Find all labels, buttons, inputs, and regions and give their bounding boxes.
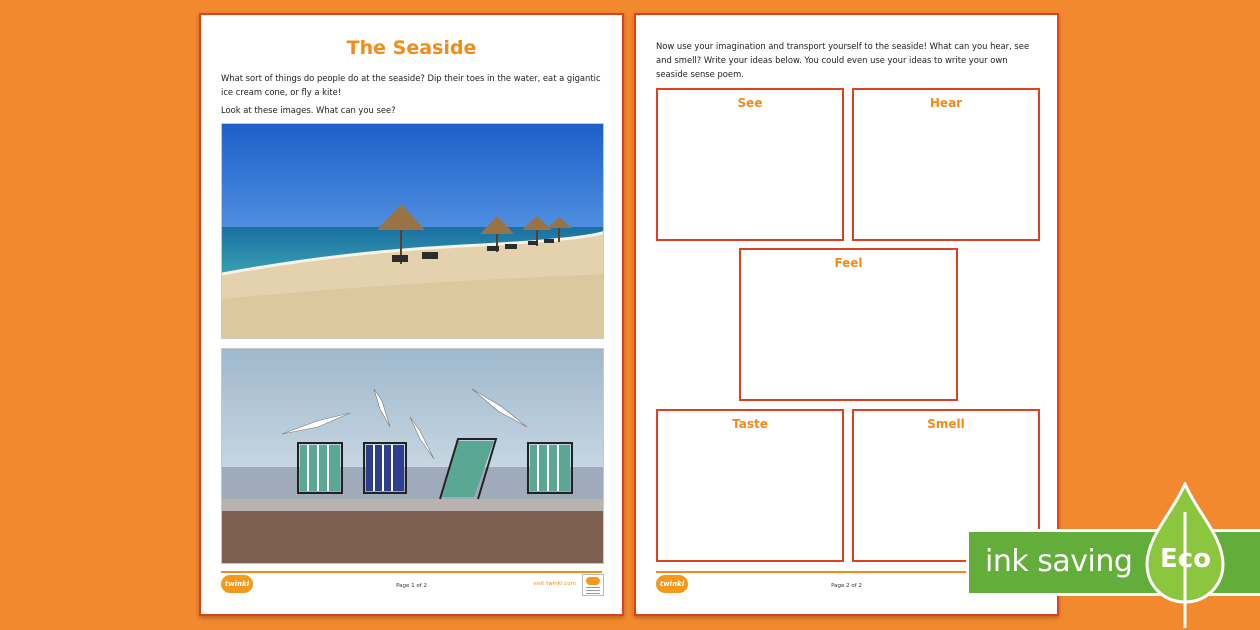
box-hear[interactable] <box>852 88 1040 241</box>
box-taste[interactable] <box>656 409 844 562</box>
page-number: Page 1 of 2 <box>396 583 427 589</box>
twinkl-logo: twinkl <box>221 575 253 593</box>
worksheet-page-1 <box>199 13 624 616</box>
beach-with-umbrellas-photo <box>221 123 604 339</box>
instructions-text: Now use your imagination and transport yourself to the seaside! What can you hear, see and smell? Write your ideas below. You could even use your ideas to write your own seaside sense poem. <box>656 41 1030 79</box>
box-feel-label: Feel <box>834 256 863 270</box>
box-see[interactable] <box>656 88 844 241</box>
quality-badge-icon <box>582 574 604 596</box>
prompt-text: Look at these images. What can you see? <box>221 105 396 115</box>
visit-link[interactable]: visit twinkl.com <box>533 581 576 587</box>
worksheet-page-2 <box>634 13 1059 616</box>
page-number: Page 2 of 2 <box>831 583 862 589</box>
intro-text: What sort of things do people do at the seaside? Dip their toes in the water, eat a gigantic ice cream cone, or fly a kite! <box>221 73 601 97</box>
page-title: The Seaside <box>346 37 477 59</box>
eco-label: Eco <box>1160 544 1212 574</box>
box-see-label: See <box>737 96 763 110</box>
box-hear-label: Hear <box>929 96 963 110</box>
deckchairs-and-seagulls-photo <box>221 348 604 564</box>
footer-divider <box>221 571 602 573</box>
box-taste-label: Taste <box>732 417 768 431</box>
box-feel[interactable] <box>739 248 958 401</box>
box-smell-label: Smell <box>927 417 965 431</box>
ink-saving-text: ink saving <box>985 544 1133 579</box>
twinkl-logo: twinkl <box>656 575 688 593</box>
